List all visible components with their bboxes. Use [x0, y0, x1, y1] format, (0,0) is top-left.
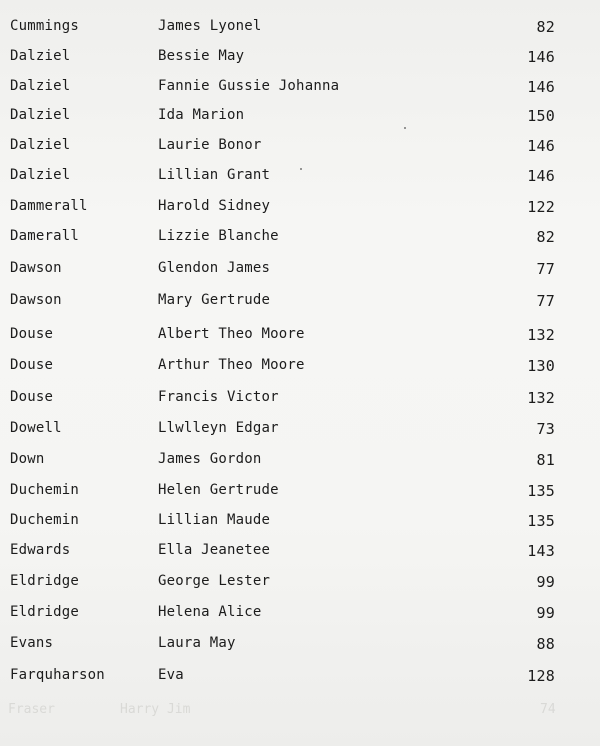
given-names: Laura May — [158, 635, 236, 651]
list-row — [0, 167, 600, 187]
list-row — [0, 228, 600, 248]
given-names: Lillian Maude — [158, 512, 271, 528]
given-names: James Gordon — [158, 451, 262, 467]
surname: Dammerall — [10, 198, 88, 214]
record-number: 99 — [536, 604, 555, 622]
list-row — [0, 542, 600, 562]
record-number: 135 — [527, 482, 555, 500]
surname: Douse — [10, 357, 54, 373]
surname: Eldridge — [10, 573, 80, 589]
list-row — [0, 357, 600, 377]
given-names: Ida Marion — [158, 107, 245, 123]
given-names: Helen Gertrude — [158, 482, 279, 498]
list-row — [0, 667, 600, 687]
surname: Dalziel — [10, 78, 71, 94]
paper-speck — [404, 127, 406, 129]
given-names: Llwlleyn Edgar — [158, 420, 279, 436]
surname: Dalziel — [10, 48, 71, 64]
record-number: 99 — [536, 573, 555, 591]
given-names: Bessie May — [158, 48, 245, 64]
bleed-through-surname: Fraser — [8, 702, 55, 717]
given-names: Lillian Grant — [158, 167, 271, 183]
given-names: Lizzie Blanche — [158, 228, 279, 244]
list-row — [0, 326, 600, 346]
record-number: 73 — [536, 420, 555, 438]
surname: Damerall — [10, 228, 80, 244]
record-number: 82 — [536, 228, 555, 246]
list-row — [0, 512, 600, 532]
given-names: George Lester — [158, 573, 271, 589]
given-names: Fannie Gussie Johanna — [158, 78, 340, 94]
surname: Dalziel — [10, 137, 71, 153]
given-names: Arthur Theo Moore — [158, 357, 305, 373]
record-number: 146 — [527, 137, 555, 155]
surname: Douse — [10, 326, 54, 342]
record-number: 130 — [527, 357, 555, 375]
record-number: 135 — [527, 512, 555, 530]
surname: Evans — [10, 635, 54, 651]
record-number: 132 — [527, 326, 555, 344]
surname: Down — [10, 451, 45, 467]
surname: Dawson — [10, 292, 62, 308]
record-number: 122 — [527, 198, 555, 216]
given-names: Helena Alice — [158, 604, 262, 620]
surname: Dalziel — [10, 107, 71, 123]
bleed-through-given: Harry Jim — [120, 702, 191, 717]
list-row — [0, 389, 600, 409]
surname: Dawson — [10, 260, 62, 276]
list-row — [0, 451, 600, 471]
list-row — [0, 420, 600, 440]
given-names: Ella Jeanetee — [158, 542, 271, 558]
record-number: 77 — [536, 260, 555, 278]
record-number: 82 — [536, 18, 555, 36]
record-number: 150 — [527, 107, 555, 125]
list-row — [0, 107, 600, 127]
given-names: Mary Gertrude — [158, 292, 271, 308]
surname: Eldridge — [10, 604, 80, 620]
surname: Duchemin — [10, 482, 80, 498]
list-row — [0, 260, 600, 280]
list-row — [0, 292, 600, 312]
surname: Duchemin — [10, 512, 80, 528]
given-names: Francis Victor — [158, 389, 279, 405]
surname: Dalziel — [10, 167, 71, 183]
record-number: 146 — [527, 78, 555, 96]
surname: Dowell — [10, 420, 62, 436]
record-number: 77 — [536, 292, 555, 310]
surname: Edwards — [10, 542, 71, 558]
given-names: Harold Sidney — [158, 198, 271, 214]
list-row — [0, 573, 600, 593]
list-row — [0, 198, 600, 218]
list-row — [0, 137, 600, 157]
surname: Douse — [10, 389, 54, 405]
record-number: 88 — [536, 635, 555, 653]
list-row — [0, 635, 600, 655]
given-names: Laurie Bonor — [158, 137, 262, 153]
list-row — [0, 482, 600, 502]
list-row — [0, 604, 600, 624]
given-names: Albert Theo Moore — [158, 326, 305, 342]
given-names: Eva — [158, 667, 184, 683]
record-number: 143 — [527, 542, 555, 560]
list-row — [0, 78, 600, 98]
list-row — [0, 18, 600, 38]
given-names: Glendon James — [158, 260, 271, 276]
record-number: 128 — [527, 667, 555, 685]
bleed-through-number: 74 — [540, 702, 556, 717]
record-number: 81 — [536, 451, 555, 469]
list-row — [0, 48, 600, 68]
surname: Farquharson — [10, 667, 105, 683]
given-names: James Lyonel — [158, 18, 262, 34]
record-number: 146 — [527, 167, 555, 185]
record-number: 146 — [527, 48, 555, 66]
paper-speck — [300, 168, 302, 170]
record-number: 132 — [527, 389, 555, 407]
surname: Cummings — [10, 18, 80, 34]
